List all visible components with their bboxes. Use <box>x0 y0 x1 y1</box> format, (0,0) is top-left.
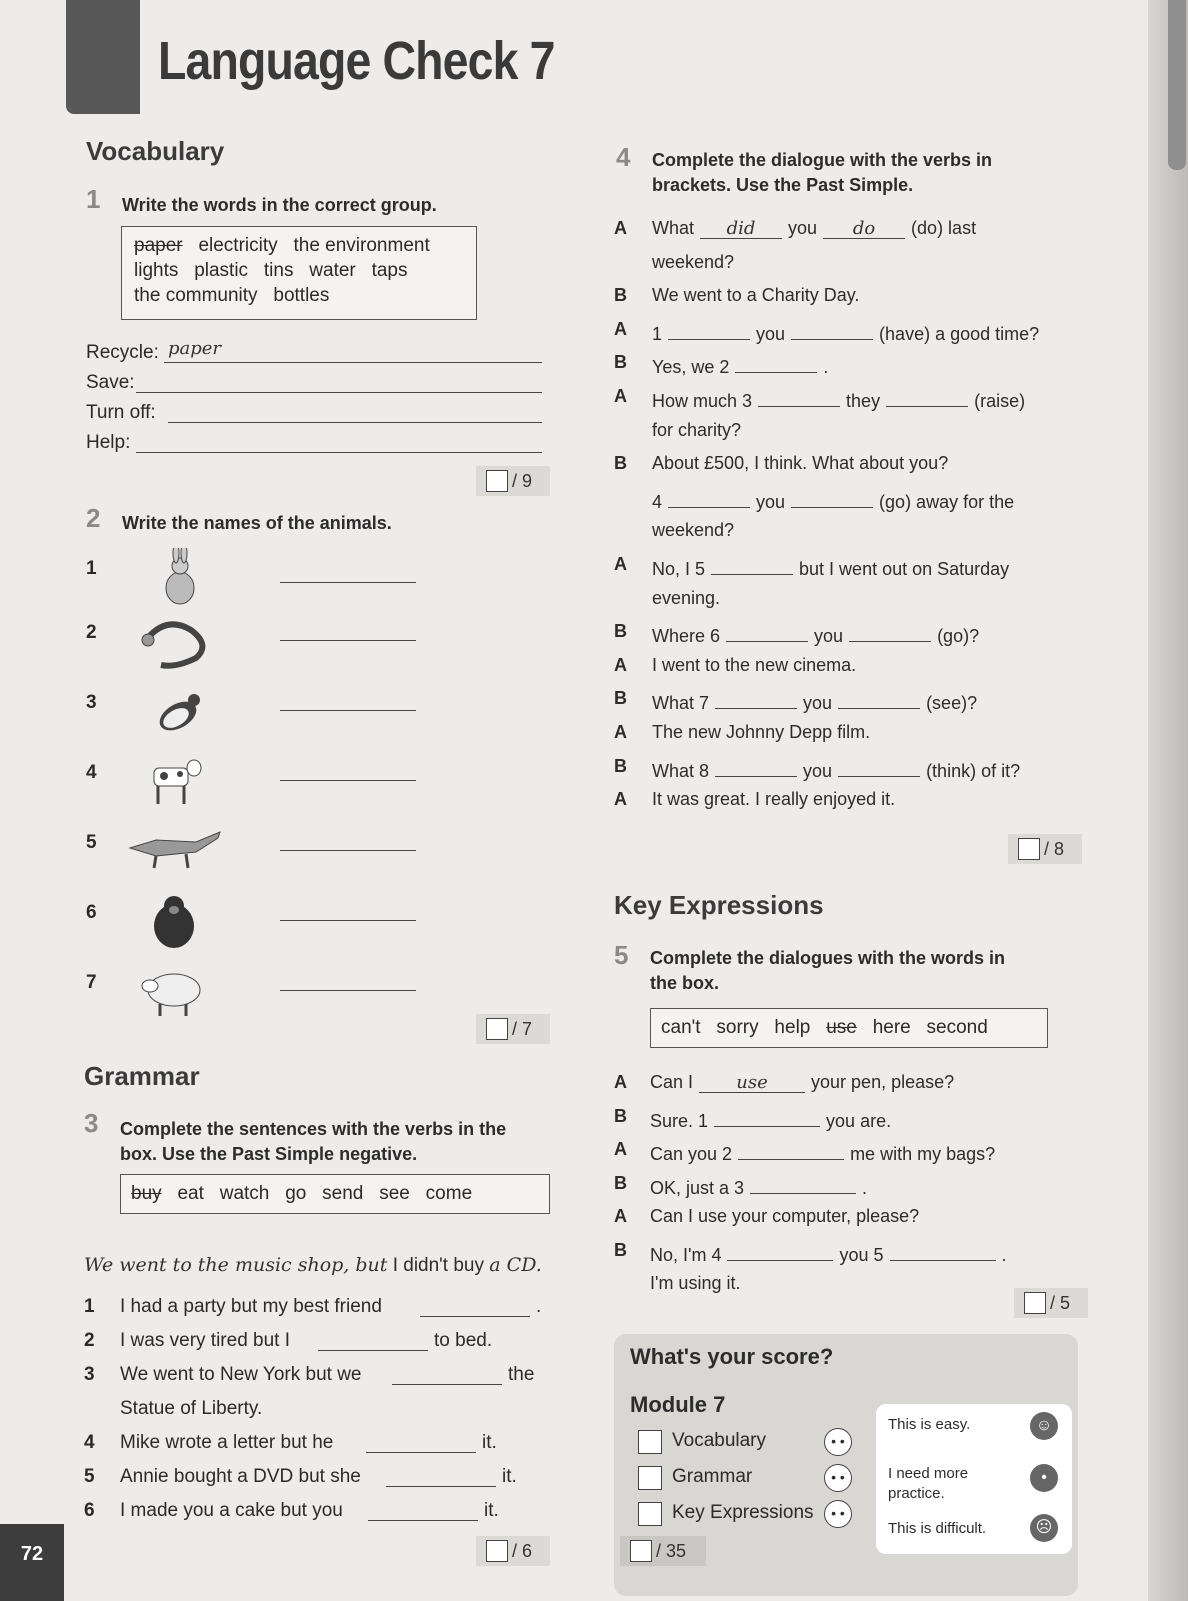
grammar-item-3-text-cont: Statue of Liberty. <box>120 1398 263 1419</box>
grammar-item-6-text: I made you a cake but you <box>120 1500 343 1521</box>
recycle-answer-line[interactable] <box>164 362 542 363</box>
penguin-icon <box>136 680 216 742</box>
answer-blank[interactable] <box>668 487 750 508</box>
word-box-line-3: the community bottles <box>134 285 330 306</box>
exercise-1-instruction: Write the words in the correct group. <box>122 195 437 215</box>
grammar-item-1-number: 1 <box>84 1296 95 1317</box>
dialogue-line: Sure. 1 you are. <box>650 1106 891 1132</box>
speaker-label: A <box>614 218 627 238</box>
exercise-5-word-box: can't sorry help use here second <box>650 1008 1048 1048</box>
score-legend <box>876 1404 1072 1554</box>
grammar-item-5-text: Annie bought a DVD but she <box>120 1466 361 1487</box>
legend-practice: I need more practice. <box>888 1465 969 1502</box>
legend-easy: This is easy. <box>888 1416 971 1433</box>
speaker-label: B <box>614 1106 627 1126</box>
dialogue-line: Where 6 you (go)? <box>652 621 979 647</box>
exercise-3-instruction-line-2: box. Use the Past Simple negative. <box>120 1144 418 1164</box>
animal-1-answer-line[interactable] <box>280 582 416 583</box>
animal-2-number: 2 <box>86 622 97 643</box>
answer-blank[interactable] <box>750 1173 856 1194</box>
crossed-example-word: paper <box>134 235 183 256</box>
animal-5-answer-line[interactable] <box>280 850 416 851</box>
score-checkbox[interactable] <box>1018 838 1040 860</box>
speaker-label: A <box>614 554 627 574</box>
recycle-example-answer: paper <box>168 338 222 359</box>
recycle-label: Recycle: <box>86 342 159 363</box>
page-edge-shadow <box>1148 0 1188 1601</box>
crossed-example-word: buy <box>131 1183 162 1204</box>
dialogue-line: What did you do (do) last <box>652 218 977 239</box>
answer-blank[interactable] <box>886 386 968 407</box>
grammar-item-1-text: I had a party but my best friend <box>120 1296 382 1317</box>
answer-blank[interactable] <box>890 1240 996 1261</box>
vocabulary-score-checkbox[interactable] <box>638 1430 662 1454</box>
answer-blank[interactable]: did <box>700 218 782 239</box>
exercise-4-instruction-line-1: Complete the dialogue with the verbs in <box>652 150 993 170</box>
score-checkbox[interactable] <box>486 1018 508 1040</box>
score-item-vocabulary: Vocabulary <box>672 1430 767 1451</box>
animal-7-answer-line[interactable] <box>280 990 416 991</box>
exercise-1-word-box <box>121 226 477 320</box>
exercise-5-instruction-line-1: Complete the dialogues with the words in <box>650 948 1006 968</box>
cow-icon <box>136 746 216 808</box>
happy-face-icon: ☺ <box>1030 1412 1058 1440</box>
answer-blank[interactable] <box>715 688 797 709</box>
answer-blank[interactable]: do <box>823 218 905 239</box>
grammar-item-6-number: 6 <box>84 1500 95 1521</box>
help-label: Help: <box>86 432 131 453</box>
grammar-item-5-answer-line[interactable] <box>386 1486 496 1487</box>
key-expressions-score-checkbox[interactable] <box>638 1502 662 1526</box>
grammar-item-6-answer-line[interactable] <box>368 1520 478 1521</box>
exercise-3-word-box: buy eat watch go send see come <box>120 1174 550 1214</box>
save-label: Save: <box>86 372 135 393</box>
answer-blank[interactable] <box>727 1240 833 1261</box>
exercise-4-score: / 8 <box>1008 834 1082 864</box>
dialogue-line: OK, just a 3 . <box>650 1173 867 1199</box>
neutral-face-icon[interactable]: • • <box>824 1464 852 1492</box>
page-title: Language Check 7 <box>158 31 555 91</box>
save-answer-line[interactable] <box>136 392 542 393</box>
speaker-label: B <box>614 453 627 473</box>
dialogue-line: About £500, I think. What about you? <box>652 453 949 473</box>
score-item-key-expressions: Key Expressions <box>672 1502 814 1523</box>
animal-5-number: 5 <box>86 832 97 853</box>
speaker-label: A <box>614 1139 627 1159</box>
animal-4-answer-line[interactable] <box>280 780 416 781</box>
answer-blank[interactable] <box>849 621 931 642</box>
exercise-2-number: 2 <box>86 503 101 533</box>
dialogue-line: I'm using it. <box>650 1273 741 1293</box>
animal-1-number: 1 <box>86 558 97 579</box>
score-checkbox[interactable] <box>486 470 508 492</box>
dialogue-line: Can you 2 me with my bags? <box>650 1139 995 1165</box>
dialogue-line: How much 3 they (raise) <box>652 386 1025 412</box>
exercise-4-instruction-line-2: brackets. Use the Past Simple. <box>652 175 914 195</box>
grammar-item-4-number: 4 <box>84 1432 95 1453</box>
vocabulary-heading: Vocabulary <box>86 136 225 166</box>
answer-blank[interactable] <box>668 319 750 340</box>
neutral-face-icon[interactable]: • • <box>824 1428 852 1456</box>
dialogue-line: No, I'm 4 you 5 . <box>650 1240 1007 1266</box>
exercise-3-instruction-line-1: Complete the sentences with the verbs in the <box>120 1119 507 1139</box>
speaker-label: B <box>614 285 627 305</box>
total-score: / 35 <box>620 1536 706 1566</box>
title-tab <box>66 0 140 114</box>
exercise-5-score: / 5 <box>1014 1288 1088 1318</box>
score-checkbox[interactable] <box>1024 1292 1046 1314</box>
answer-blank[interactable] <box>838 688 920 709</box>
answer-blank[interactable] <box>714 1106 820 1127</box>
answer-blank[interactable] <box>711 554 793 575</box>
grammar-item-4-answer-line[interactable] <box>366 1452 476 1453</box>
answer-blank[interactable] <box>838 756 920 777</box>
grammar-item-2-answer-line[interactable] <box>318 1350 428 1351</box>
score-checkbox[interactable] <box>630 1540 652 1562</box>
dialogue-line: What 7 you (see)? <box>652 688 977 714</box>
speaker-label: B <box>614 352 627 372</box>
animal-2-answer-line[interactable] <box>280 640 416 641</box>
score-panel <box>614 1334 1078 1596</box>
crocodile-icon <box>126 818 224 880</box>
exercise-3-example: We went to the music shop, but I didn't buy a CD. <box>84 1254 542 1276</box>
exercise-5-instruction-line-2: the box. <box>650 973 720 993</box>
neutral-face-icon: • <box>1030 1464 1058 1492</box>
dialogue-line: evening. <box>652 588 721 608</box>
answer-blank[interactable] <box>735 352 817 373</box>
animal-3-number: 3 <box>86 692 97 713</box>
grammar-heading: Grammar <box>84 1061 200 1091</box>
help-answer-line[interactable] <box>136 452 542 453</box>
exercise-2-score: / 7 <box>476 1014 550 1044</box>
grammar-item-4-text: Mike wrote a letter but he <box>120 1432 334 1453</box>
snake-icon <box>136 610 216 672</box>
legend-difficult: This is difficult. <box>888 1520 987 1537</box>
speaker-label: A <box>614 1206 627 1226</box>
turn-off-label: Turn off: <box>86 402 156 423</box>
speaker-label: A <box>614 1072 627 1092</box>
crossed-example-word: use <box>826 1017 857 1038</box>
score-checkbox[interactable] <box>486 1540 508 1562</box>
dialogue-line: We went to a Charity Day. <box>652 285 860 305</box>
dialogue-line: weekend? <box>652 520 735 540</box>
animal-6-answer-line[interactable] <box>280 920 416 921</box>
speaker-label: A <box>614 386 627 406</box>
animal-3-answer-line[interactable] <box>280 710 416 711</box>
animal-7-number: 7 <box>86 972 97 993</box>
dialogue-line: for charity? <box>652 420 742 440</box>
answer-blank[interactable] <box>791 487 873 508</box>
dialogue-line: It was great. I really enjoyed it. <box>652 789 896 809</box>
neutral-face-icon[interactable]: • • <box>824 1500 852 1528</box>
page-number: 72 <box>0 1524 64 1601</box>
dialogue-line: Yes, we 2 . <box>652 352 828 378</box>
grammar-item-1-answer-line[interactable] <box>420 1316 530 1317</box>
answer-blank[interactable] <box>791 319 873 340</box>
dialogue-line: No, I 5 but I went out on Saturday <box>652 554 1009 580</box>
score-item-grammar: Grammar <box>672 1466 753 1487</box>
dialogue-line: Can I use your computer, please? <box>650 1206 920 1226</box>
dialogue-line: 1 you (have) a good time? <box>652 319 1039 345</box>
exercise-3-score: / 6 <box>476 1536 550 1566</box>
word-box-line-1: paper electricity the environment <box>134 235 430 256</box>
exercise-5-number: 5 <box>614 940 629 970</box>
exercise-1-score: / 9 <box>476 466 550 496</box>
turn-off-answer-line[interactable] <box>168 422 542 423</box>
dialogue-line: weekend? <box>652 252 735 272</box>
grammar-item-2-text: I was very tired but I <box>120 1330 291 1351</box>
answer-blank[interactable] <box>738 1139 844 1160</box>
dialogue-line: 4 you (go) away for the <box>652 487 1014 513</box>
sad-face-icon: ☹ <box>1030 1514 1058 1542</box>
page-edge-tab <box>1168 0 1186 170</box>
speaker-label: A <box>614 722 627 742</box>
answer-blank[interactable] <box>715 756 797 777</box>
speaker-label: B <box>614 688 627 708</box>
exercise-2-instruction: Write the names of the animals. <box>122 513 392 533</box>
word-box-line-2: lights plastic tins water taps <box>134 260 408 281</box>
module-label: Module 7 <box>630 1392 726 1417</box>
exercise-1-number: 1 <box>86 184 101 214</box>
speaker-label: A <box>614 319 627 339</box>
answer-blank[interactable] <box>758 386 840 407</box>
animal-6-number: 6 <box>86 902 97 923</box>
answer-blank[interactable] <box>726 621 808 642</box>
speaker-label: B <box>614 1173 627 1193</box>
speaker-label: B <box>614 1240 627 1260</box>
speaker-label: B <box>614 621 627 641</box>
exercise-4-number: 4 <box>616 142 631 172</box>
speaker-label: B <box>614 756 627 776</box>
grammar-item-2-number: 2 <box>84 1330 95 1351</box>
dialogue-line: The new Johnny Depp film. <box>652 722 871 742</box>
animal-4-number: 4 <box>86 762 97 783</box>
rabbit-icon <box>128 548 208 610</box>
score-panel-title: What's your score? <box>630 1344 834 1369</box>
grammar-item-5-number: 5 <box>84 1466 95 1487</box>
dialogue-line: Can I use your pen, please? <box>650 1072 955 1093</box>
sheep-icon <box>136 962 216 1024</box>
grammar-score-checkbox[interactable] <box>638 1466 662 1490</box>
speaker-label: A <box>614 655 627 675</box>
grammar-item-3-answer-line[interactable] <box>392 1384 502 1385</box>
answer-blank[interactable]: use <box>699 1072 805 1093</box>
grammar-item-3-text: We went to New York but we <box>120 1364 362 1385</box>
dialogue-line: I went to the new cinema. <box>652 655 857 675</box>
gorilla-icon <box>136 890 216 952</box>
dialogue-line: What 8 you (think) of it? <box>652 756 1020 782</box>
exercise-3-number: 3 <box>84 1108 99 1138</box>
grammar-item-3-number: 3 <box>84 1364 95 1385</box>
speaker-label: A <box>614 789 627 809</box>
key-expressions-heading: Key Expressions <box>614 890 824 920</box>
